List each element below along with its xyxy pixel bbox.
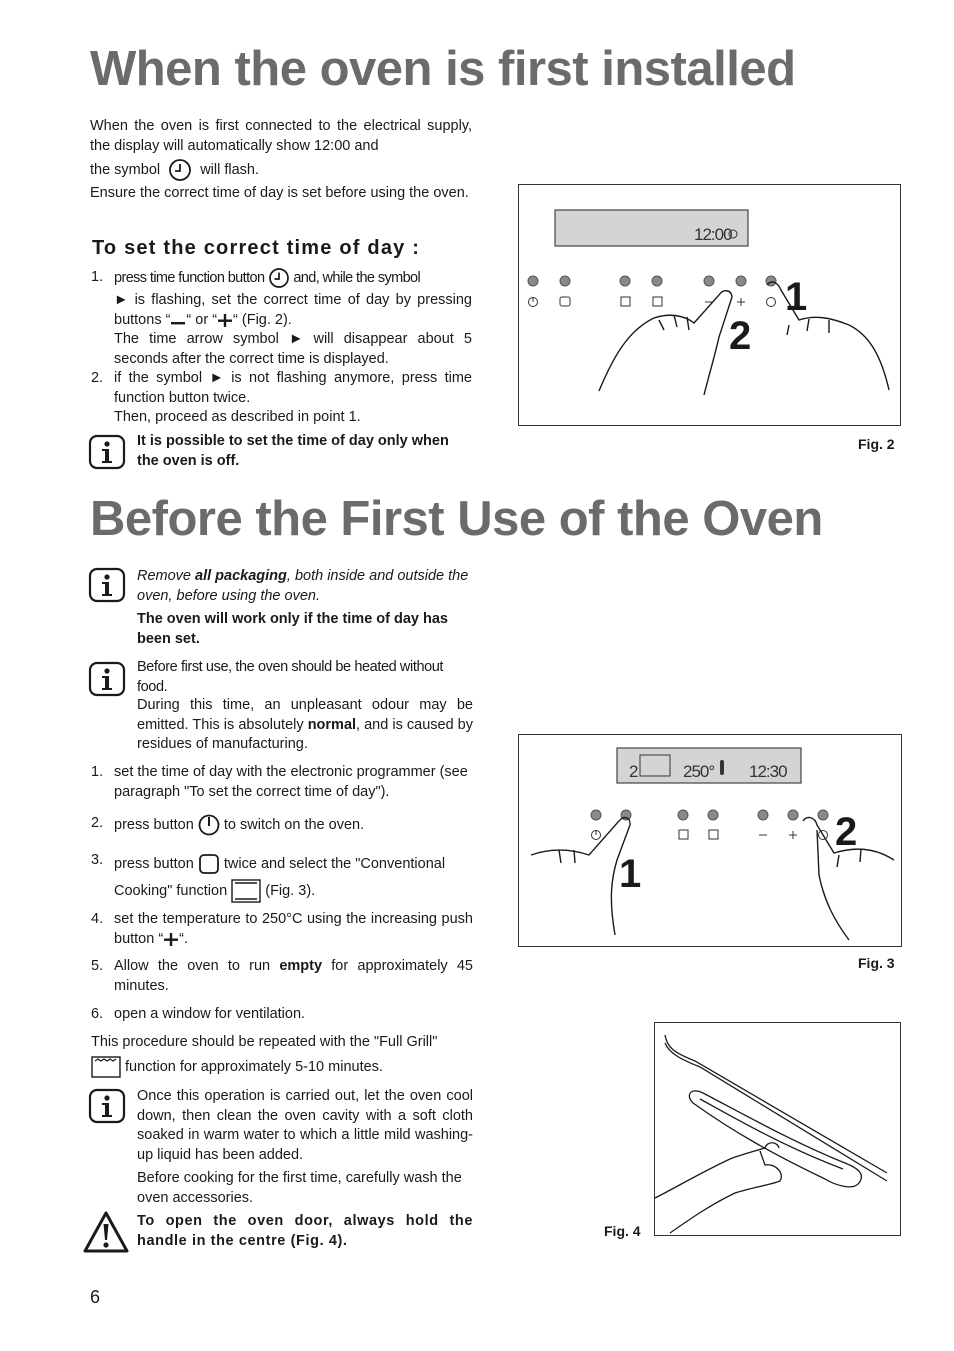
- panel-buttons: [528, 276, 776, 286]
- warning-icon: [82, 1210, 130, 1254]
- display-readout: 12:00: [694, 225, 732, 244]
- list-item: [91, 268, 472, 368]
- info-icon: [88, 661, 126, 697]
- step2-text-a: if the symbol ► is not flashing anymore, press time function button twice.: [114, 370, 472, 406]
- display-time: 12:30: [749, 762, 787, 781]
- step-text-pre: press button: [114, 856, 194, 872]
- fig4-label: Fig. 4: [604, 1223, 641, 1239]
- warning-open-door: To open the oven door, always hold the handle in the centre (Fig. 4).: [137, 1213, 473, 1249]
- full-grill-icon: [91, 1056, 121, 1078]
- list-number: 2.: [91, 370, 104, 386]
- step-text-pre: press button: [114, 816, 194, 833]
- step-text: open a window for ventilation.: [114, 1006, 306, 1022]
- power-icon: [198, 814, 220, 836]
- display-temperature: 250°: [683, 762, 715, 781]
- subtitle-set-time: To set the correct time of day :: [92, 237, 421, 259]
- page-number: 6: [90, 1287, 101, 1307]
- intro-text-a: When the oven is first connected to the electrical supply, the display will automatically show 12:00 and: [90, 118, 472, 154]
- list-item: [91, 763, 473, 803]
- control-panel-illustration: [519, 185, 900, 425]
- list-item: [91, 851, 473, 901]
- note-odour-post: , and is caused by residues of manufacturing.: [137, 716, 473, 752]
- clock-icon: [167, 159, 193, 181]
- step-text-bold: empty: [279, 958, 323, 974]
- clock-icon: [268, 268, 290, 288]
- repeat-text-b: function for approximately 5-10 minutes.: [125, 1058, 383, 1075]
- oven-door-illustration: [655, 1023, 900, 1235]
- list-number: 2.: [91, 815, 104, 831]
- note-time-set: The oven will work only if the time of day has been set.: [137, 611, 448, 647]
- note-packaging-bold: all packaging: [195, 568, 287, 584]
- plus-icon: [217, 313, 233, 327]
- list-item: [91, 369, 472, 429]
- step1-text-pre: press time function button: [114, 269, 265, 286]
- note-packaging-post: , both inside and outside the oven, before using the oven.: [137, 568, 469, 604]
- minus-icon: [170, 314, 186, 326]
- note-packaging-pre: Remove: [137, 568, 196, 584]
- note-heat-without-food: Before first use, the oven should be heated without food.: [137, 659, 444, 695]
- intro-paragraph: [90, 117, 472, 156]
- list-number: 3.: [91, 852, 104, 868]
- intro-text-symbol-post: will flash.: [200, 161, 260, 178]
- list-number: 4.: [91, 911, 104, 927]
- note-odour-bold: normal: [307, 716, 357, 733]
- oven-function-icon: [198, 853, 220, 875]
- list-item: [91, 957, 473, 997]
- display-program: 2: [629, 762, 639, 781]
- note-wash-accessories: Before cooking for the first time, carefully wash the oven accessories.: [137, 1170, 462, 1206]
- section-title-first-installed: When the oven is first installed: [90, 42, 796, 96]
- repeat-line-a: This procedure should be repeated with the "Full Grill": [91, 1034, 438, 1050]
- step2-text-b: Then, proceed as described in point 1.: [114, 409, 361, 425]
- step1-text-b-mid: “ or “: [186, 311, 218, 328]
- step-text-post: (Fig. 3).: [265, 883, 316, 899]
- intro-text-symbol-pre: the symbol: [90, 161, 161, 178]
- step1-text-post: and, while the symbol: [293, 269, 421, 286]
- step1-text-b-end: “ (Fig. 2).: [233, 311, 292, 328]
- step-text: set the temperature to 250°C using the increasing push button “: [114, 911, 473, 947]
- step-text-mid: twice and select the "Conventional Cooking" function: [114, 856, 446, 899]
- info-icon: [88, 567, 126, 603]
- step-text-pre: Allow the oven to run: [114, 958, 280, 974]
- list-item: [91, 1005, 473, 1027]
- list-number: 1.: [91, 764, 104, 780]
- info-icon: [88, 434, 126, 470]
- repeat-line-b: [91, 1056, 473, 1078]
- list-item: [91, 814, 473, 838]
- step-text: set the time of day with the electronic programmer (see paragraph "To set the correct time of day").: [114, 764, 468, 800]
- callout-1: 1: [619, 852, 642, 896]
- info-icon: [88, 1088, 126, 1124]
- step-text-post: for approximately 45 minutes.: [114, 958, 473, 994]
- fig3-label: Fig. 3: [858, 955, 895, 971]
- note-odour-pre: During this time, an unpleasant odour may be emitted. This is absolutely: [137, 697, 473, 733]
- note-odour: [137, 696, 473, 755]
- list-number: 5.: [91, 958, 104, 974]
- fig2-label: Fig. 2: [858, 436, 895, 452]
- note-clean-cavity: Once this operation is carried out, let the oven cool down, then clean the oven cavity with a soft cloth soaked in warm water to which a little mild washing-up liquid has been added.: [137, 1088, 473, 1163]
- callout-2: 2: [835, 810, 858, 854]
- list-number: 1.: [91, 269, 104, 285]
- callout-2: 2: [729, 314, 752, 358]
- note-packaging: [137, 567, 473, 606]
- step1-text-b: ► is flashing, set the correct time of day by pressing buttons “: [114, 292, 472, 328]
- section-title-first-use: Before the First Use of the Oven: [90, 492, 823, 546]
- figure-2: [518, 184, 901, 426]
- control-panel-illustration: [519, 735, 901, 946]
- figure-3: [518, 734, 902, 947]
- intro-ensure: Ensure the correct time of day is set before using the oven.: [90, 185, 469, 201]
- list-number: 6.: [91, 1006, 104, 1022]
- note-time-off: It is possible to set the time of day only when the oven is off.: [137, 433, 449, 469]
- plus-icon: [163, 932, 179, 946]
- figure-4: [654, 1022, 901, 1236]
- intro-symbol-line: [90, 159, 472, 181]
- step-text-post: “.: [179, 930, 189, 947]
- conventional-cooking-icon: [231, 879, 261, 903]
- list-item: [91, 910, 473, 950]
- step-text-post: to switch on the oven.: [223, 816, 365, 833]
- callout-1: 1: [785, 275, 808, 319]
- step1-text-c: The time arrow symbol ► will disappear about 5 seconds after the correct time is displayed.: [114, 331, 472, 367]
